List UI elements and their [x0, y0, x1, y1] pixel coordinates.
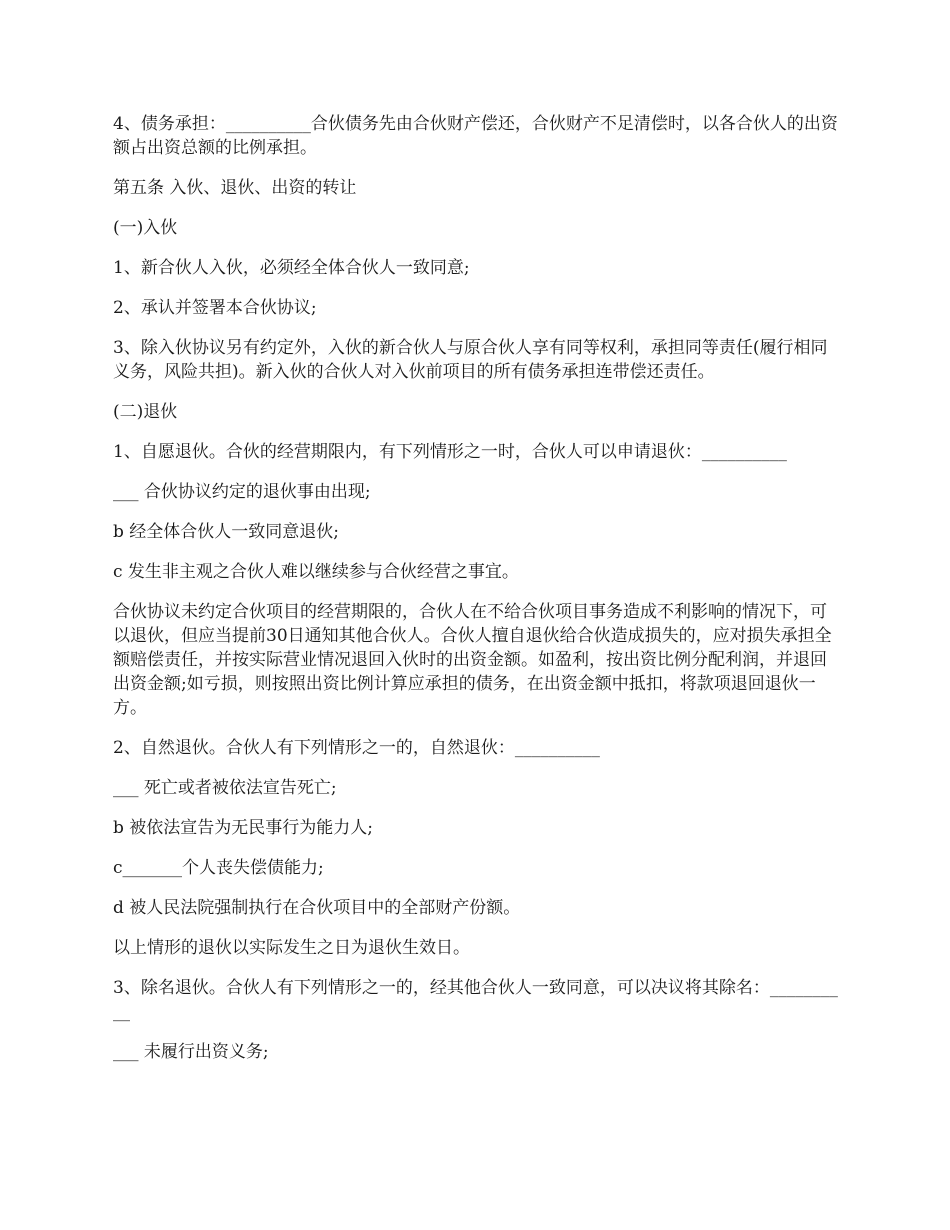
- paragraph-natural-withdrawal: 2、自然退伙。合伙人有下列情形之一的，自然退伙：__________: [113, 738, 600, 758]
- list-item-voluntary-b: b 经全体合伙人一致同意退伙;: [113, 522, 340, 542]
- list-item-expulsion-a: ___ 未履行出资义务;: [113, 1042, 269, 1062]
- paragraph-joining-1: 1、新合伙人入伙，必须经全体合伙人一致同意;: [113, 258, 470, 278]
- subsection-heading-withdrawal: (二)退伙: [113, 402, 178, 422]
- paragraph-effective-date: 以上情形的退伙以实际发生之日为退伙生效日。: [113, 938, 470, 958]
- document-page: [113, 112, 840, 1080]
- list-item-voluntary-c: c 发生非主观之合伙人难以继续参与合伙经营之事宜。: [113, 562, 519, 582]
- list-item-natural-a: ___ 死亡或者被依法宣告死亡;: [113, 778, 337, 798]
- list-item-natural-c: c_______个人丧失偿债能力;: [113, 858, 324, 878]
- list-item-natural-b: b 被依法宣告为无民事行为能力人;: [113, 818, 374, 838]
- paragraph-joining-3: 3、除入伙协议另有约定外，入伙的新合伙人与原合伙人享有同等权利，承担同等责任(履行相同义务，风险共担)。新入伙的合伙人对入伙前项目的所有债务承担连带偿还责任。: [113, 338, 828, 382]
- paragraph-debt-bearing: 4、债务承担：__________合伙债务先由合伙财产偿还，合伙财产不足清偿时，以各合伙人的出资额占出资总额的比例承担。: [113, 114, 838, 158]
- paragraph-no-term-withdrawal: 合伙协议未约定合伙项目的经营期限的，合伙人在不给合伙项目事务造成不利影响的情况下，可以退伙，但应当提前30日通知其他合伙人。合伙人擅自退伙给合伙造成损失的，应对损失承担全额赔偿责任，并按实际营业情况退回入伙时的出资金额。如盈利，按出资比例分配利润，并退回出资金额;如亏损，则按照出资比例计算应承担的债务，在出资金额中抵扣，将款项退回退伙一方。: [113, 602, 832, 718]
- subsection-heading-joining: (一)入伙: [113, 218, 178, 238]
- list-item-natural-d: d 被人民法院强制执行在合伙项目中的全部财产份额。: [113, 898, 521, 918]
- paragraph-expulsion: 3、除名退伙。合伙人有下列情形之一的，经其他合伙人一致同意，可以决议将其除名：__________: [113, 978, 838, 1022]
- section-heading-article-5: 第五条 入伙、退伙、出资的转让: [113, 178, 357, 198]
- list-item-voluntary-a: ___ 合伙协议约定的退伙事由出现;: [113, 482, 371, 502]
- paragraph-voluntary-withdrawal: 1、自愿退伙。合伙的经营期限内，有下列情形之一时，合伙人可以申请退伙：__________: [113, 442, 787, 462]
- paragraph-joining-2: 2、承认并签署本合伙协议;: [113, 298, 317, 318]
